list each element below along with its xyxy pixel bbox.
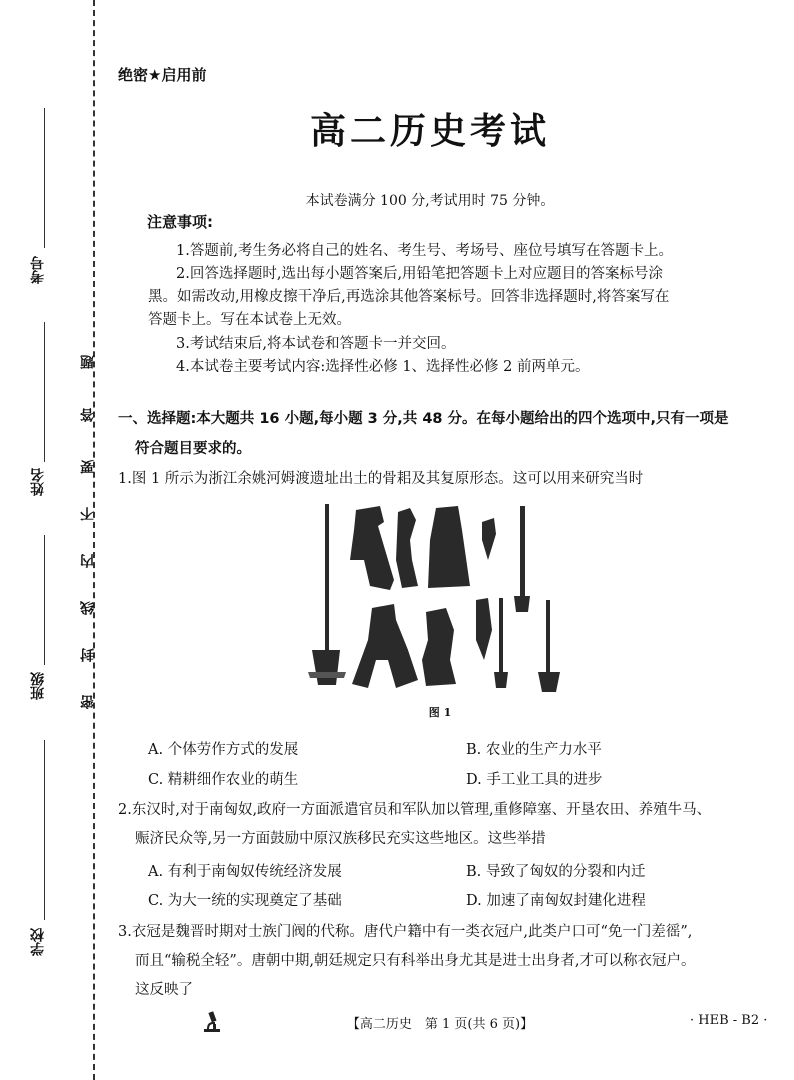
section-heading-line1: 一、选择题:本大题共 16 小题,每小题 3 分,共 48 分。在每小题给出的四个选项中,只有一项是 xyxy=(118,411,729,427)
warning-char: 密 xyxy=(80,695,96,709)
q2-option-b: B. 导致了匈奴的分裂和内迁 xyxy=(466,864,646,880)
note-2b: 黑。如需改动,用橡皮擦干净后,再选涂其他答案标号。回答非选择题时,将答案写在 xyxy=(148,289,670,305)
name-label: 姓名 xyxy=(30,468,46,496)
warning-char: 答 xyxy=(80,408,96,422)
figure-1-caption: 图 1 xyxy=(428,706,452,719)
page-title: 高二历史考试 xyxy=(309,111,550,152)
q2-stem-line1: 2.东汉时,对于南匈奴,政府一方面派遣官员和军队加以管理,重修障塞、开垦农田、养殖牛马、 xyxy=(118,802,712,818)
q2-option-a: A. 有利于南匈奴传统经济发展 xyxy=(148,864,342,880)
name-underline xyxy=(44,322,45,462)
exam-no-label: 考号 xyxy=(30,256,46,284)
exam-info: 本试卷满分 100 分,考试用时 75 分钟。 xyxy=(305,193,555,209)
note-4: 4.本试卷主要考试内容:选择性必修 1、选择性必修 2 前两单元。 xyxy=(176,359,590,375)
warning-char: 线 xyxy=(80,601,96,615)
binding-dashed-line xyxy=(93,0,95,1080)
q3-stem-line3: 这反映了 xyxy=(135,982,193,998)
school-underline xyxy=(44,740,45,920)
note-3: 3.考试结束后,将本试卷和答题卡一并交回。 xyxy=(176,336,456,352)
note-2c: 答题卡上。写在本试卷上无效。 xyxy=(148,312,351,328)
warning-char: 要 xyxy=(80,460,96,474)
note-2a: 2.回答选择题时,选出每小题答案后,用铅笔把答题卡上对应题目的答案标号涂 xyxy=(176,266,664,282)
confidential-mark: 绝密★启用前 xyxy=(118,66,207,84)
question-1-stem: 1.图 1 所示为浙江余姚河姆渡遗址出土的骨耜及其复原形态。这可以用来研究当时 xyxy=(118,471,644,487)
warning-char: 题 xyxy=(80,355,96,369)
school-label: 学校 xyxy=(30,928,46,956)
note-1: 1.答题前,考生务必将自己的姓名、考生号、考场号、座位号填写在答题卡上。 xyxy=(176,243,673,259)
notes-title: 注意事项: xyxy=(147,213,213,231)
q2-option-d: D. 加速了南匈奴封建化进程 xyxy=(466,893,646,909)
warning-char: 内 xyxy=(80,554,96,568)
paper-code: · HEB - B2 · xyxy=(690,1013,768,1028)
q3-stem-line2: 而且“输税全轻”。唐朝中期,朝廷规定只有科举出身尤其是进士出身者,才可以称衣冠户。 xyxy=(135,953,696,969)
question-3-stem xyxy=(118,918,768,1005)
page-number: 【高二历史 第 1 页(共 6 页)】 xyxy=(346,1017,534,1032)
warning-char: 封 xyxy=(80,648,96,662)
q2-option-c: C. 为大一统的实现奠定了基础 xyxy=(148,893,342,909)
figure-1-bone-tools xyxy=(298,500,568,695)
section-heading-line2: 符合题目要求的。 xyxy=(135,441,251,457)
q1-option-a: A. 个体劳作方式的发展 xyxy=(148,742,299,758)
class-underline xyxy=(44,535,45,665)
q3-stem-line1: 3.衣冠是魏晋时期对士族门阀的代称。唐代户籍中有一类衣冠户,此类户口可“免一门差徭”, xyxy=(118,924,693,940)
hafted-handle-icon xyxy=(325,504,329,654)
class-label: 班级 xyxy=(30,672,46,700)
warning-char: 不 xyxy=(80,507,96,521)
question-2-stem xyxy=(118,796,768,854)
section-heading xyxy=(118,404,768,464)
q1-option-d: D. 手工业工具的进步 xyxy=(466,772,603,788)
q1-option-c: C. 精耕细作农业的萌生 xyxy=(148,772,299,788)
q1-option-b: B. 农业的生产力水平 xyxy=(466,742,602,758)
q2-stem-line2: 赈济民众等,另一方面鼓励中原汉族移民充实这些地区。这些举措 xyxy=(135,831,546,847)
